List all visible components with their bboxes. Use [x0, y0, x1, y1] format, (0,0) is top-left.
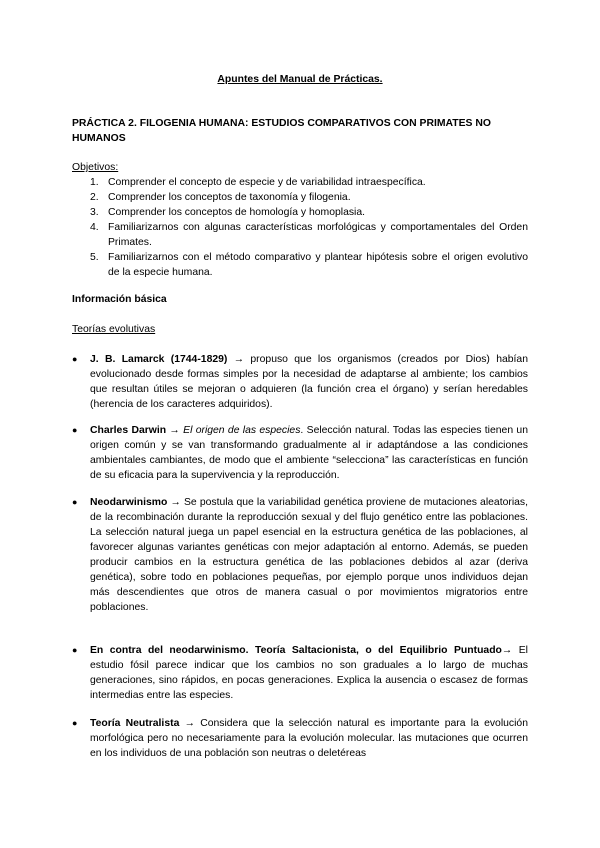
objective-number: 2.: [90, 192, 99, 203]
objective-text: Comprender los conceptos de homología y homoplasia.: [108, 207, 366, 218]
bullet-icon: ●: [72, 425, 78, 435]
theory-text: propuso que los organismos (creados por Dios) habían evolucionado desde formas simples por la necesidad de adaptarse al ambiente; los cambios que resultan útiles se mejoran o adquieren (la función crea el órgano) y serían heredables (herencia de los caracteres adquiridos).: [90, 354, 528, 410]
theory-text: . Selección natural. Todas las especies tienen un origen común y se van transformando gradualmente al ir adaptándose a las condiciones ambientales cambiantes, de modo que el ambiente “selecciona” las características en función de su eficacia para la supervivencia y la reproducción.: [90, 425, 528, 481]
objective-text: Comprender el concepto de especie y de variabilidad intraespecífica.: [108, 177, 426, 188]
objective-item: [72, 175, 528, 190]
objective-number: 3.: [90, 207, 99, 218]
theory-lamarck: [72, 352, 528, 412]
theory-neodarwinism: [72, 495, 528, 615]
theory-text: Considera que la selección natural es importante para la evolución morfológica pero no necesariamente para la evolución molecular. las mutaciones que ocurren en los individuos de una población son neutras o deletéreas: [90, 718, 528, 759]
objective-item: [72, 205, 528, 220]
bullet-icon: ●: [72, 497, 78, 507]
theory-name: J. B. Lamarck (1744-1829): [90, 354, 228, 365]
objective-text: Familiarizarnos con el método comparativo y plantear hipótesis sobre el origen evolutivo de la especie humana.: [108, 252, 528, 278]
objective-text: Familiarizarnos con algunas características morfológicas y comportamentales del Orden Primates.: [108, 222, 528, 248]
theory-arrow: →: [501, 645, 519, 656]
objectives-list: [72, 175, 528, 280]
theory-name: Neodarwinismo: [90, 497, 168, 508]
theories-label: Teorías evolutivas: [72, 324, 156, 335]
theory-text: El estudio fósil parece indicar que los cambios no son graduales a lo largo de muchas generaciones, sino rápidos, en pocas generaciones. Explica la ausencia o escasez de formas intermedias entre las especies.: [90, 645, 528, 701]
objective-item: [72, 220, 528, 250]
objectives-section: [72, 160, 528, 280]
theory-arrow: →: [167, 497, 184, 508]
theory-arrow: →: [166, 425, 184, 436]
theory-work: El origen de las especies: [183, 425, 301, 436]
objective-number: 4.: [90, 222, 99, 233]
theory-arrow: →: [179, 718, 201, 729]
theory-neutralist: [72, 716, 528, 761]
theory-name: Teoría Neutralista: [90, 718, 180, 729]
objectives-label: Objetivos:: [72, 162, 119, 173]
bullet-icon: ●: [72, 645, 78, 655]
objective-item: [72, 250, 528, 280]
theory-punctuated-equilibrium: [72, 643, 528, 703]
bullet-icon: ●: [72, 718, 78, 728]
basic-info-heading: Información básica: [72, 294, 167, 305]
theory-arrow: →: [227, 354, 251, 365]
theory-name: En contra del neodarwinismo. Teoría Saltacionista, o del Equilibrio Puntuado: [90, 645, 502, 656]
theory-name: Charles Darwin: [90, 425, 167, 436]
objective-number: 1.: [90, 177, 99, 188]
theory-darwin: [72, 423, 528, 483]
objective-number: 5.: [90, 252, 99, 263]
objective-text: Comprender los conceptos de taxonomía y filogenia.: [108, 192, 351, 203]
practice-title: PRÁCTICA 2. FILOGENIA HUMANA: ESTUDIOS COMPARATIVOS CON PRIMATES NO HUMANOS: [72, 118, 491, 144]
theory-text: Se postula que la variabilidad genética proviene de mutaciones aleatorias, de la recombinación durante la reproducción sexual y del flujo genético entre las poblaciones. La selección natural juega un papel esencial en la estructura genética de las poblaciones, al favorecer algunas variantes genéticas con mejor adaptación al entorno. Además, se pueden producir cambios en la estructura genética de las poblaciones debidos al azar (deriva genética), sobre todo en poblaciones pequeñas, por ejemplo porque unos individuos dejan más descendientes que otros de manera casual o por movimientos migratorios entre poblaciones.: [90, 497, 528, 613]
bullet-icon: ●: [72, 354, 78, 364]
objective-item: [72, 190, 528, 205]
document-title: Apuntes del Manual de Prácticas.: [217, 74, 383, 85]
